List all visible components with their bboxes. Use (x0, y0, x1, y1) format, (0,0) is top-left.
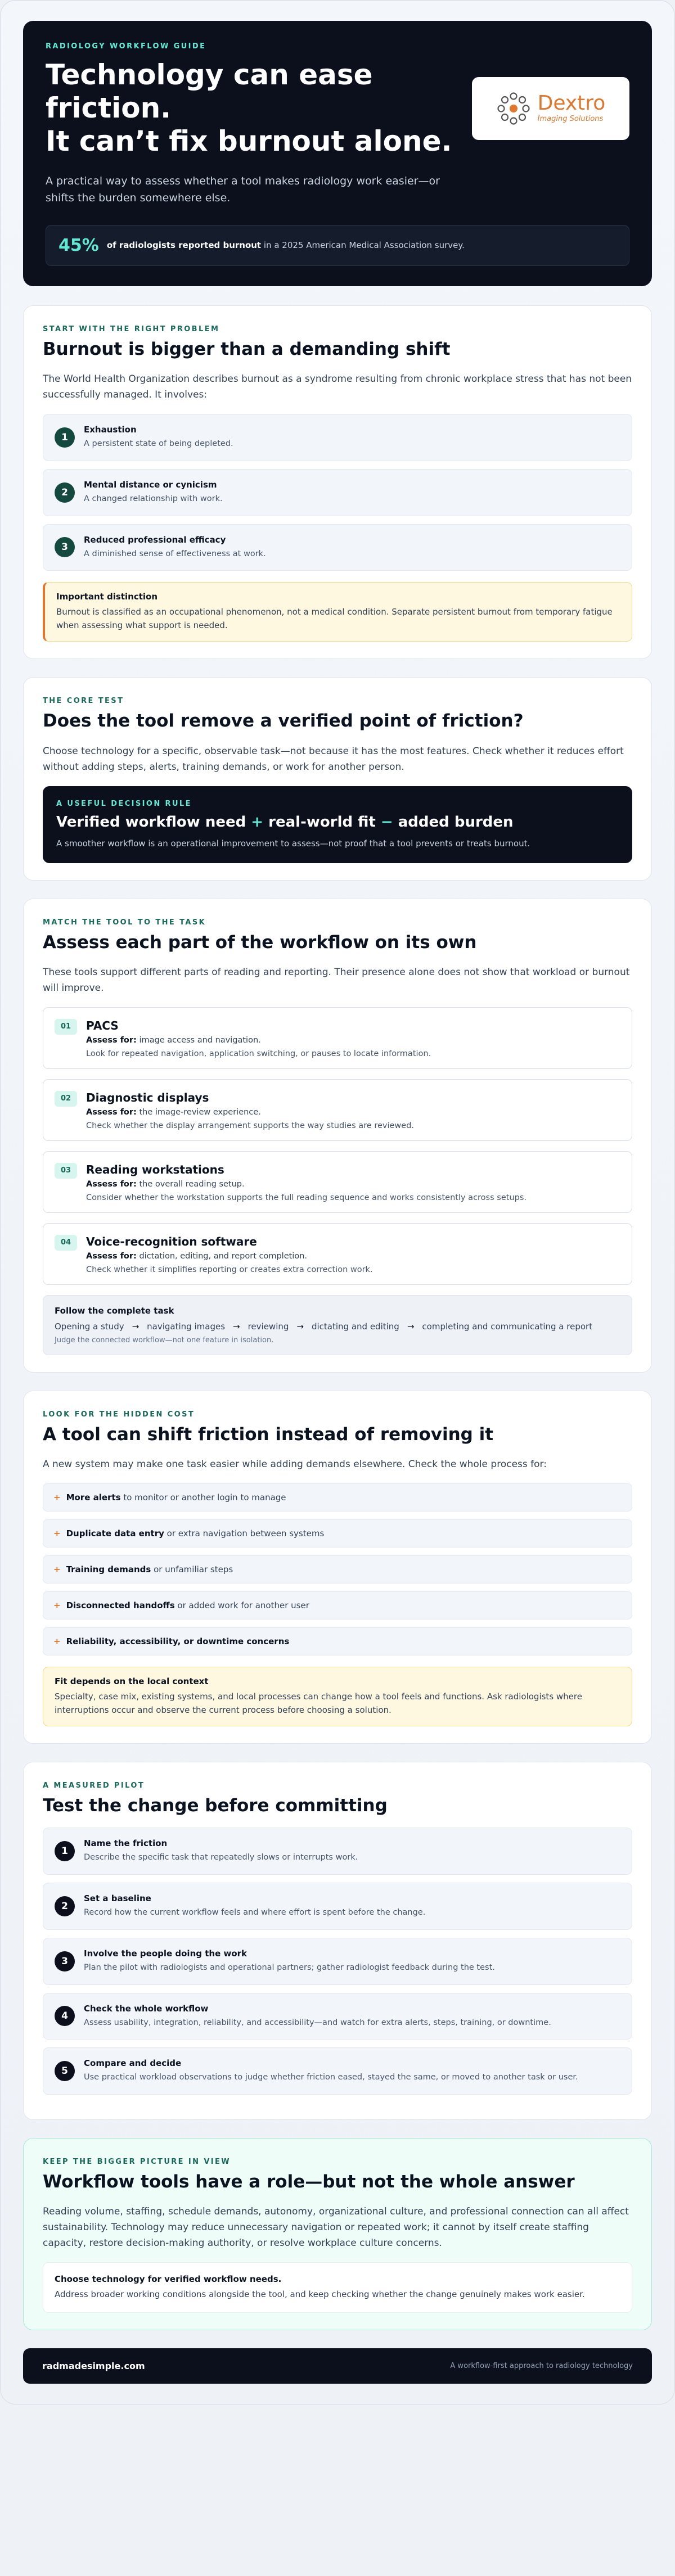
tool-name: Reading workstations (86, 1162, 224, 1176)
burnout-dimension (43, 524, 632, 571)
cost-bold: More alerts (66, 1492, 121, 1503)
tool-check: Check whether the display arrangement supports the way studies are reviewed. (86, 1121, 415, 1130)
decision-rule (43, 786, 632, 863)
cost-bold: Reliability, accessibility, or downtime concerns (66, 1636, 290, 1647)
section-lead: These tools support different parts of reading and reporting. Their presence alone does not show that workload or burnout will improve. (43, 966, 630, 994)
burnout-dimension (43, 414, 632, 461)
tool-number: 02 (55, 1091, 77, 1107)
section-title: Does the tool remove a verified point of friction? (43, 711, 524, 732)
burnout-stat (46, 225, 629, 266)
step-number: 2 (55, 482, 75, 503)
cost-item (43, 1483, 632, 1512)
callout-text: Burnout is classified as an occupational phenomenon, not a medical condition. Separate persistent burnout from temporary fatigue when assessing what support is needed. (56, 607, 613, 631)
assess-text: the image-review experience. (139, 1107, 261, 1117)
plus-icon: + (53, 1492, 61, 1503)
footer-brand-link[interactable]: radmadesimple.com (42, 2361, 145, 2372)
core-test-section (23, 677, 652, 880)
cost-bold: Disconnected handoffs (66, 1600, 175, 1611)
hero-title (46, 58, 462, 158)
stat-rest: in a 2025 American Medical Association survey. (263, 240, 465, 251)
pilot-step (43, 2047, 632, 2095)
arrow-right-icon: → (407, 1321, 415, 1332)
tool-name: Diagnostic displays (86, 1090, 209, 1104)
pilot-step (43, 1883, 632, 1930)
problem-section (23, 305, 652, 660)
section-eyebrow: THE CORE TEST (43, 697, 124, 706)
pilot-step (43, 1938, 632, 1985)
arrow-right-icon: → (132, 1321, 140, 1332)
step-title: Compare and decide (84, 2058, 182, 2069)
cost-item (43, 1627, 632, 1655)
assess-label: Assess for: (86, 1035, 137, 1045)
pilot-step (43, 1828, 632, 1875)
cost-item (43, 1555, 632, 1584)
summary-title: Choose technology for verified workflow needs. (55, 2274, 282, 2285)
assess-label: Assess for: (86, 1107, 137, 1117)
section-eyebrow: START WITH THE RIGHT PROBLEM (43, 324, 220, 333)
tool-card (43, 1151, 632, 1213)
rule-minus: − (380, 813, 393, 831)
section-eyebrow: A MEASURED PILOT (43, 1781, 145, 1790)
section-lead: The World Health Organization describes burnout as a syndrome resulting from chronic workplace stress that has not been successfully managed. It involves: (43, 373, 632, 401)
flow-step: navigating images (147, 1321, 226, 1332)
section-title: Workflow tools have a role—but not the whole answer (43, 2172, 575, 2192)
tool-name: Voice-recognition software (86, 1234, 257, 1248)
step-number: 1 (55, 1841, 75, 1861)
cost-bold: Duplicate data entry (66, 1528, 164, 1539)
section-lead: Choose technology for a specific, observable task—not because it has the most features. Check whether it reduces effort without adding steps, alerts, training demands, or work for another person. (43, 745, 624, 773)
stat-value: 45% (58, 235, 99, 255)
hero-section (23, 21, 652, 286)
rule-formula (56, 814, 619, 831)
step-desc: Plan the pilot with radiologists and operational partners; gather radiologist feedback during the test. (84, 1963, 495, 1972)
step-desc: Describe the specific task that repeatedly slows or interrupts work. (84, 1853, 358, 1862)
logo-subtitle: Imaging Solutions (537, 115, 604, 123)
item-title: Mental distance or cynicism (84, 479, 217, 490)
flow-title: Follow the complete task (55, 1305, 174, 1316)
rule-term: added burden (398, 813, 514, 831)
logo-mark-icon (496, 91, 531, 126)
tool-number: 01 (55, 1019, 77, 1035)
rule-term: Verified workflow need (56, 813, 246, 831)
arrow-right-icon: → (296, 1321, 304, 1332)
step-number: 3 (55, 1951, 75, 1972)
context-callout (43, 1667, 632, 1726)
tool-number: 03 (55, 1163, 77, 1179)
item-desc: A persistent state of being depleted. (84, 439, 233, 449)
flow-step: reviewing (248, 1321, 289, 1332)
step-number: 5 (55, 2061, 75, 2081)
step-desc: Assess usability, integration, reliability, and accessibility—and watch for extra alerts, steps, training, or downtime. (84, 2018, 551, 2027)
assess-text: dictation, editing, and report completion. (139, 1251, 308, 1261)
item-title: Reduced professional efficacy (84, 534, 226, 545)
rule-note: A smoother workflow is an operational improvement to assess—not proof that a tool prevents or treats burnout. (56, 838, 530, 849)
bigger-picture-section (23, 2138, 652, 2330)
cost-item (43, 1591, 632, 1619)
section-title: A tool can shift friction instead of removing it (43, 1424, 494, 1445)
tool-name: PACS (86, 1018, 119, 1032)
summary-box (43, 2262, 632, 2313)
step-number: 2 (55, 1896, 75, 1916)
rule-plus: + (251, 813, 264, 831)
assess-text: the overall reading setup. (139, 1179, 245, 1189)
hero-title-line: Technology can ease (46, 58, 373, 91)
pilot-step (43, 1993, 632, 2040)
hero-subtitle: A practical way to assess whether a tool makes radiology work easier—or shifts the burden somewhere else. (46, 175, 440, 205)
tool-check: Look for repeated navigation, application switching, or pauses to locate information. (86, 1049, 431, 1058)
important-callout (43, 582, 632, 642)
hero-title-line: It can’t fix burnout alone. (46, 125, 452, 157)
section-lead: A new system may make one task easier while adding demands elsewhere. Check the whole process for: (43, 1459, 547, 1470)
tool-number: 04 (55, 1235, 77, 1251)
rule-term: real-world fit (268, 813, 376, 831)
hero-title-line: friction. (46, 92, 172, 124)
footer-tagline: A workflow-first approach to radiology technology (450, 2362, 633, 2371)
tool-check: Consider whether the workstation supports the full reading sequence and works consistently across setups. (86, 1193, 526, 1202)
step-title: Involve the people doing the work (84, 1948, 247, 1959)
stat-bold: of radiologists reported burnout (106, 240, 262, 251)
section-lead: Reading volume, staffing, schedule demands, autonomy, organizational culture, and professional connection can all affect sustainability. Technology may reduce unnecessary navigation or repeated work; it cannot by itself create staffing capacity, restore decision-making authority, or resolve workplace culture concerns. (43, 2206, 629, 2249)
company-logo (472, 77, 629, 140)
flow-note: Judge the connected workflow—not one feature in isolation. (55, 1336, 274, 1345)
assess-label: Assess for: (86, 1251, 137, 1261)
stat-text (107, 240, 465, 250)
tool-check: Check whether it simplifies reporting or creates extra correction work. (86, 1265, 373, 1274)
plus-icon: + (53, 1564, 61, 1575)
hero-eyebrow: RADIOLOGY WORKFLOW GUIDE (46, 42, 206, 51)
complete-task-box (43, 1295, 632, 1355)
tool-assess (86, 1252, 373, 1261)
pilot-section (23, 1762, 652, 2120)
step-title: Name the friction (84, 1838, 168, 1849)
step-desc: Use practical workload observations to judge whether friction eased, stayed the same, or moved to another task or user. (84, 2073, 578, 2082)
step-title: Set a baseline (84, 1893, 151, 1904)
section-title: Burnout is bigger than a demanding shift (43, 339, 451, 359)
logo-name: Dextro (537, 92, 606, 115)
callout-text: Specialty, case mix, existing systems, and local processes can change how a tool feels and functions. Ask radiologists where interruptions occur and observe the current process before choosing a solution. (55, 1691, 582, 1716)
rule-eyebrow: A USEFUL DECISION RULE (56, 799, 192, 808)
arrow-right-icon: → (233, 1321, 240, 1332)
step-desc: Record how the current workflow feels and where effort is spent before the change. (84, 1908, 426, 1918)
tool-assess (86, 1108, 414, 1117)
plus-icon: + (53, 1600, 61, 1611)
cost-item (43, 1519, 632, 1548)
section-eyebrow: KEEP THE BIGGER PICTURE IN VIEW (43, 2158, 231, 2167)
item-desc: A diminished sense of effectiveness at work. (84, 549, 266, 558)
cost-bold: Training demands (66, 1564, 151, 1575)
item-desc: A changed relationship with work. (84, 494, 223, 503)
footer (23, 2348, 652, 2384)
item-title: Exhaustion (84, 425, 137, 435)
cost-rest: to monitor or another login to manage (123, 1492, 286, 1503)
flow-step: dictating and editing (311, 1321, 399, 1332)
step-number: 1 (55, 427, 75, 448)
match-section (23, 899, 652, 1373)
section-title: Test the change before committing (43, 1795, 388, 1816)
tool-card (43, 1007, 632, 1069)
section-title: Assess each part of the workflow on its own (43, 932, 477, 953)
flow-step: completing and communicating a report (422, 1321, 593, 1332)
section-eyebrow: MATCH THE TOOL TO THE TASK (43, 918, 206, 927)
callout-title: Important distinction (56, 592, 158, 602)
plus-icon: + (53, 1636, 61, 1647)
cost-rest: or extra navigation between systems (166, 1528, 325, 1539)
step-title: Check the whole workflow (84, 2003, 209, 2014)
tool-assess (86, 1036, 431, 1045)
cost-rest: or unfamiliar steps (154, 1564, 233, 1575)
flow-step: Opening a study (55, 1321, 124, 1332)
summary-text: Address broader working conditions alongside the tool, and keep checking whether the change genuinely makes work easier. (55, 2289, 585, 2300)
assess-text: image access and navigation. (139, 1035, 261, 1045)
plus-icon: + (53, 1528, 61, 1539)
tool-card (43, 1223, 632, 1285)
flow-steps (55, 1321, 620, 1332)
burnout-dimension (43, 469, 632, 516)
tool-card (43, 1079, 632, 1141)
cost-rest: or added work for another user (177, 1600, 309, 1611)
assess-label: Assess for: (86, 1179, 137, 1189)
tool-assess (86, 1180, 526, 1189)
section-eyebrow: LOOK FOR THE HIDDEN COST (43, 1410, 195, 1419)
callout-title: Fit depends on the local context (55, 1676, 209, 1687)
hidden-cost-section (23, 1391, 652, 1744)
step-number: 3 (55, 537, 75, 557)
step-number: 4 (55, 2006, 75, 2026)
